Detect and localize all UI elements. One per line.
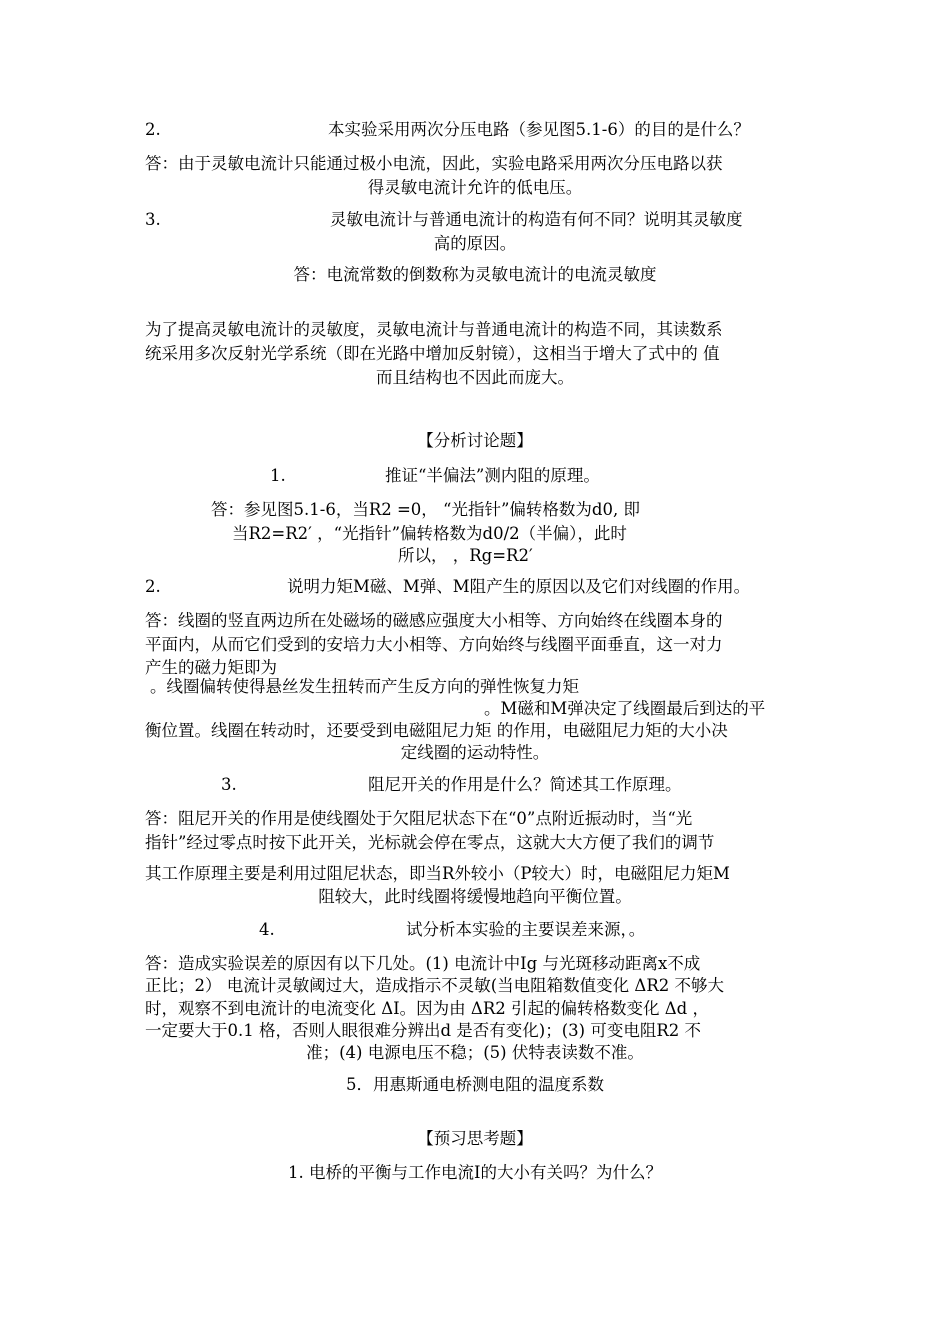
answer-line: 答：阻尼开关的作用是使线圈处于欠阻尼状态下在“0”点附近振动时，当“光 [145, 809, 693, 828]
section-heading: 【分析讨论题】 [417, 431, 533, 450]
answer-line: 答：造成实验误差的原因有以下几处。(1) 电流计中Ig 与光斑移动距离x不成 [145, 954, 701, 973]
answer-line: 平面内，从而它们受到的安培力大小相等、方向始终与线圈平面垂直，这一对力 [145, 635, 723, 654]
answer-line: 统采用多次反射光学系统（即在光路中增加反射镜），这相当于增大了式中的 值 [145, 344, 720, 363]
answer-line: 为了提高灵敏电流计的灵敏度，灵敏电流计与普通电流计的构造不同，其读数系 [145, 320, 723, 339]
question-number: 2. [145, 577, 161, 596]
question-number: 3. [221, 775, 237, 794]
question-number: 1. [270, 466, 286, 485]
chapter-title: 5．用惠斯通电桥测电阻的温度系数 [346, 1075, 604, 1094]
answer-line: 其工作原理主要是利用过阻尼状态，即当R外较小（P较大）时，电磁阻尼力矩M [145, 864, 730, 883]
answer-line: 阻较大，此时线圈将缓慢地趋向平衡位置。 [318, 887, 632, 906]
question-text: 灵敏电流计与普通电流计的构造有何不同？说明其灵敏度 [330, 210, 743, 229]
question-number: 4. [259, 920, 275, 939]
answer-line: 而且结构也不因此而庞大。 [376, 368, 574, 387]
question-number: 2. [145, 120, 161, 139]
answer-line: 准；(4) 电源电压不稳；(5) 伏特表读数不准。 [306, 1043, 644, 1062]
question-number: 3. [145, 210, 161, 229]
section-heading: 【预习思考题】 [417, 1129, 533, 1148]
question-text: 1. 电桥的平衡与工作电流I的大小有关吗？为什么？ [287, 1163, 662, 1182]
answer-line: 定线圈的运动特性。 [400, 743, 550, 762]
answer-line: 答：线圈的竖直两边所在处磁场的磁感应强度大小相等、方向始终在线圈本身的 [145, 611, 723, 630]
question-text: 推证“半偏法”测内阻的原理。 [385, 466, 600, 485]
answer-line: 一定要大于0.1 格，否则人眼很难分辨出d 是否有变化)；(3) 可变电阻R2 不 [145, 1021, 702, 1040]
answer-line: 答：由于灵敏电流计只能通过极小电流，因此，实验电路采用两次分压电路以获 [145, 154, 723, 173]
answer-line: 产生的磁力矩即为 [145, 658, 277, 677]
question-text: 本实验采用两次分压电路（参见图5.1-6）的目的是什么？ [328, 120, 750, 139]
answer-line: 得灵敏电流计允许的低电压。 [367, 178, 583, 197]
question-text: 试分析本实验的主要误差来源，。 [406, 920, 646, 939]
answer-line: 。M磁和M弹决定了线圈最后到达的平 [484, 699, 766, 718]
answer-line: 时，观察不到电流计的电流变化 ΔI。因为由 ΔR2 引起的偏转格数变化 Δd ， [145, 999, 709, 1018]
answer-line: 指针”经过零点时按下此开关，光标就会停在零点，这就大大方便了我们的调节 [145, 833, 715, 852]
question-text: 说明力矩M磁、M弹、M阻产生的原因以及它们对线圈的作用。 [287, 577, 751, 596]
answer-line: 当R2=R2′ ，“光指针”偏转格数为d0/2（半偏），此时 [232, 524, 627, 543]
answer-line: 所以， ，Rg=R2′ [398, 546, 533, 565]
answer-line: 。线圈偏转使得悬丝发生扭转而产生反方向的弹性恢复力矩 [150, 677, 579, 696]
question-text: 阻尼开关的作用是什么？简述其工作原理。 [368, 775, 682, 794]
answer-line: 正比；2） 电流计灵敏阈过大，造成指示不灵敏(当电阻箱数值变化 ΔR2 不够大 [145, 976, 725, 995]
answer-line: 答：电流常数的倒数称为灵敏电流计的电流灵敏度 [293, 265, 657, 284]
answer-line: 答：参见图5.1-6，当R2 =0， “光指针”偏转格数为d0, 即 [211, 500, 640, 519]
question-text: 高的原因。 [433, 234, 517, 253]
answer-line: 衡位置。线圈在转动时，还要受到电磁阻尼力矩 的作用，电磁阻尼力矩的大小决 [145, 721, 728, 740]
